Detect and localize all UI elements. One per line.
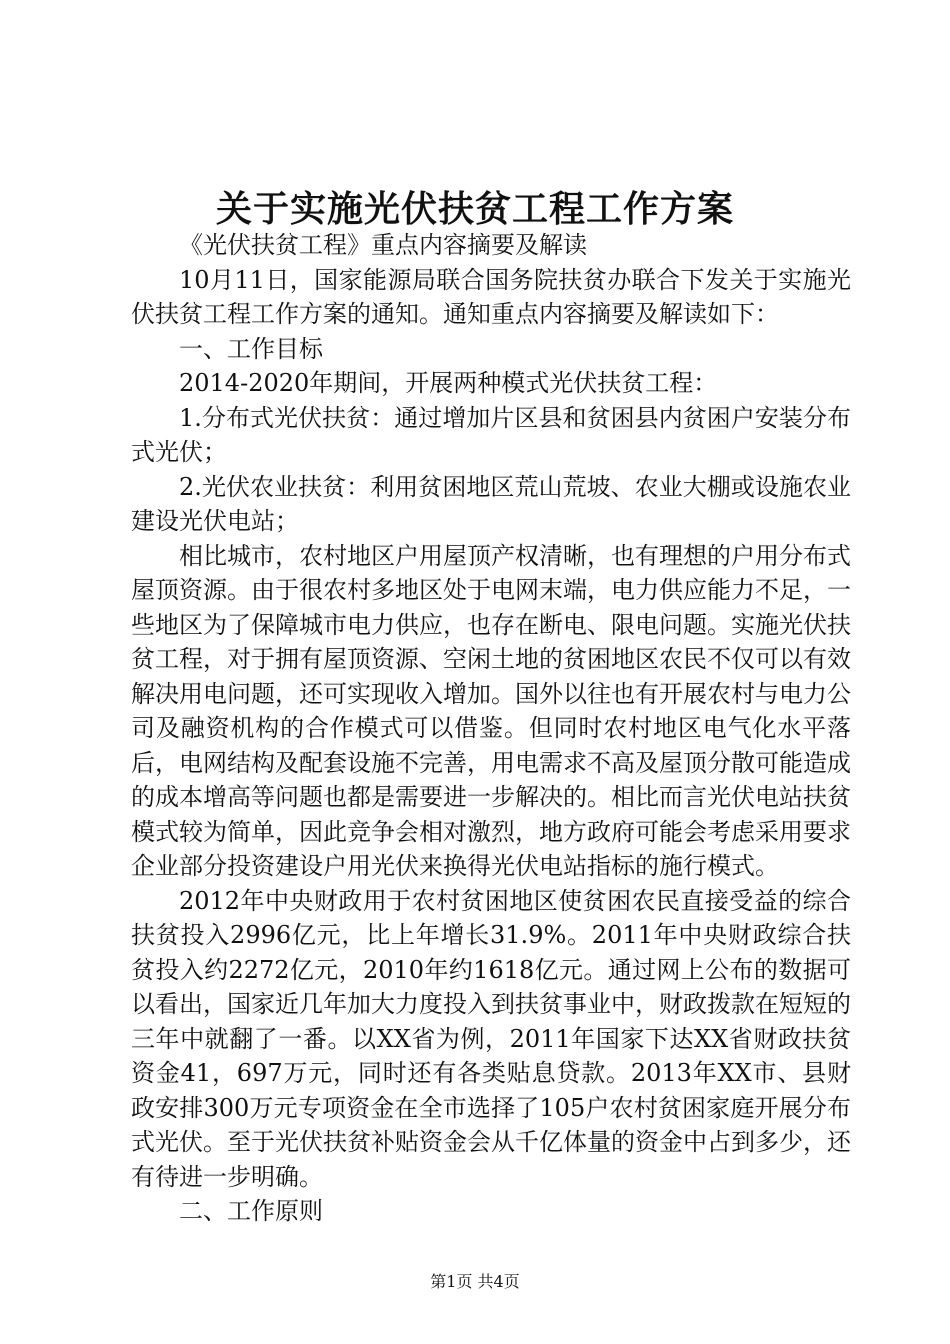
document-title: 关于实施光伏扶贫工程工作方案 xyxy=(215,188,734,230)
document-body xyxy=(131,228,851,1229)
page-footer: 第1页 共4页 xyxy=(430,1272,520,1291)
paragraph-summary-heading: 《光伏扶贫工程》重点内容摘要及解读 xyxy=(179,231,587,259)
list-item-agriculture: 2.光伏农业扶贫：利用贫困地区荒山荒坡、农业大棚或设施农业建设光伏电站； xyxy=(131,472,851,535)
list-item-distributed: 1.分布式光伏扶贫：通过增加片区县和贫困县内贫困户安装分布式光伏； xyxy=(131,403,851,466)
paragraph-period: 2014-2020年期间，开展两种模式光伏扶贫工程： xyxy=(179,369,718,397)
section-heading-principles: 二、工作原则 xyxy=(179,1197,323,1225)
paragraph-funding: 2012年中央财政用于农村贫困地区使贫困农民直接受益的综合扶贫投入2996亿元，比上年增长31.9%。2011年中央财政综合扶贫投入约2272亿元，2010年约1618亿元。通过网上公布的数据可以看出，国家近几年加大力度投入到扶贫事业中，财政拨款在短短的三年中就翻了一番。以XX省为例，2011年国家下达XX省财政扶贫资金41，697万元，同时还有各类贴息贷款。2013年XX市、县财政安排300万元专项资金在全市选择了105户农村贫困家庭开展分布式光伏。至于光伏扶贫补贴资金会从千亿体量的资金中占到多少，还有待进一步明确。 xyxy=(131,886,851,1191)
paragraph-rural-analysis: 相比城市，农村地区户用屋顶产权清晰，也有理想的户用分布式屋顶资源。由于很农村多地区处于电网末端，电力供应能力不足，一些地区为了保障城市电力供应，也存在断电、限电问题。实施光伏扶贫工程，对于拥有屋顶资源、空闲土地的贫困地区农民不仅可以有效解决用电问题，还可实现收入增加。国外以往也有开展农村与电力公司及融资机构的合作模式可以借鉴。但同时农村地区电气化水平落后，电网结构及配套设施不完善，用电需求不高及屋顶分散可能造成的成本增高等问题也都是需要进一步解决的。相比而言光伏电站扶贫模式较为简单，因此竞争会相对激烈，地方政府可能会考虑采用要求企业部分投资建设户用光伏来换得光伏电站指标的施行模式。 xyxy=(131,541,851,880)
section-heading-goals: 一、工作目标 xyxy=(179,334,323,363)
paragraph-intro: 10月11日，国家能源局联合国务院扶贫办联合下发关于实施光伏扶贫工程工作方案的通知。通知重点内容摘要及解读如下： xyxy=(131,265,851,328)
